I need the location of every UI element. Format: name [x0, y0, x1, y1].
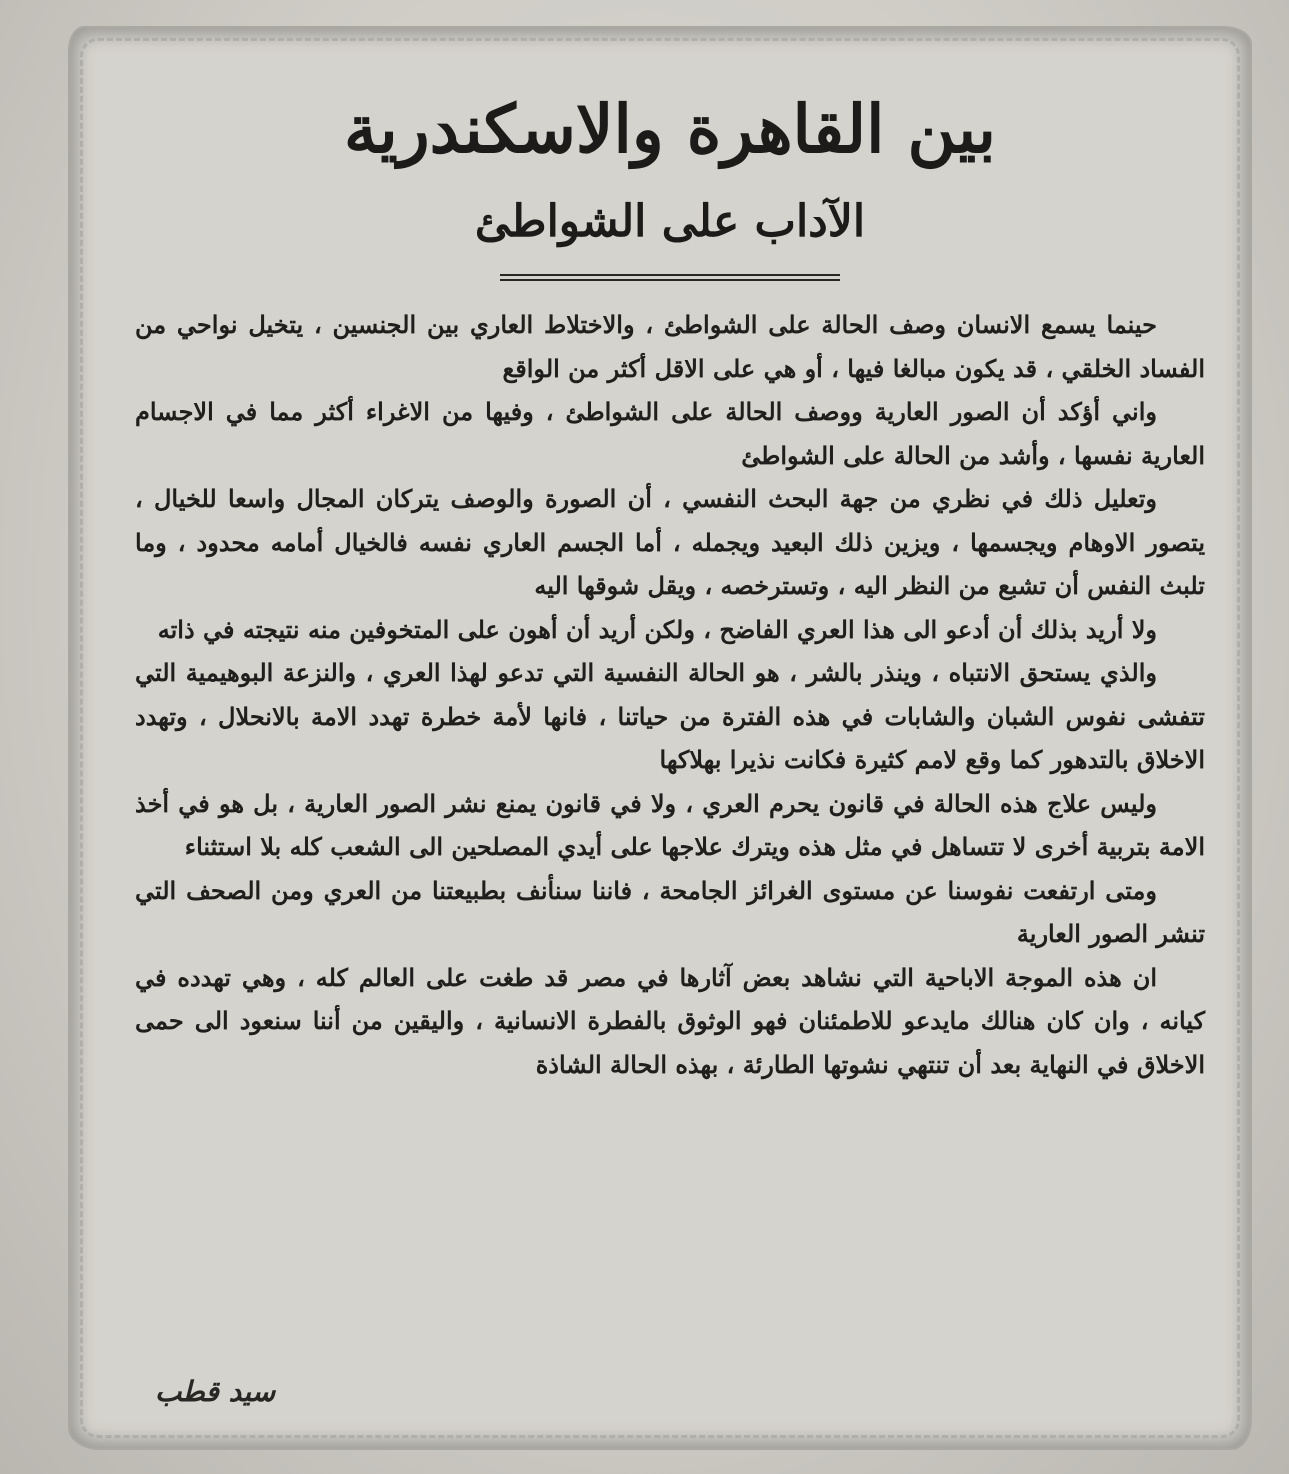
- title-divider: [500, 274, 840, 281]
- article-paragraph: واني أؤكد أن الصور العارية ووصف الحالة على الشواطئ ، وفيها من الاغراء أكثر مما في الاجسام العارية نفسها ، وأشد من الحالة على الشواطئ: [135, 397, 1205, 470]
- article-paragraph: وليس علاج هذه الحالة في قانون يحرم العري ، ولا في قانون يمنع نشر الصور العارية ، بل هو في أخذ الامة بتربية أخرى لا تتساهل في مثل هذه ويترك علاجها على أيدي المصلحين الى الشعب كله بلا استثناء: [135, 788, 1205, 861]
- article-subheadline: الآداب على الشواطئ: [474, 196, 866, 247]
- article-paragraph: وتعليل ذلك في نظري من جهة البحث النفسي ، أن الصورة والوصف يتركان المجال واسعا للخيال ، يتصور الاوهام ويجسمها ، ويزين ذلك البعيد ويجمله ، أما الجسم العاري نفسه فالخيال أمامه محدود ، وما تلبث النفس أن تشبع من النظر اليه ، وتسترخصه ، ويقل شوقها اليه: [135, 484, 1205, 600]
- article-paragraph: ان هذه الموجة الاباحية التي نشاهد بعض آثارها في مصر قد طغت على العالم كله ، وهي تهدده في كيانه ، وان كان هنالك مايدعو للاطمئنان فهو الوثوق بالفطرة الانسانية ، واليقين من أننا سنعود الى حمى الاخلاق في النهاية بعد أن تنتهي نشوتها الطارئة ، بهذه الحالة الشاذة: [135, 962, 1206, 1079]
- article-headline: بين القاهرة والاسكندرية: [343, 90, 996, 168]
- newspaper-clipping: [70, 28, 1250, 1448]
- article-paragraph: ومتى ارتفعت نفوسنا عن مستوى الغرائز الجامحة ، فاننا سنأنف بطبيعتنا من العري ومن الصحف التي تنشر الصور العارية: [135, 875, 1205, 948]
- article-paragraph: والذي يستحق الانتباه ، وينذر بالشر ، هو الحالة النفسية التي تدعو لهذا العري ، والنزعة البوهيمية التي تتفشى نفوس الشبان والشابات في هذه الفترة من حياتنا ، فانها لأمة خطرة تهدد الامة بالانحلال ، وتهدد الاخلاق بالتدهور كما وقع لامم كثيرة فكانت نذيرا بهلاكها: [135, 658, 1205, 774]
- author-signature: سيد قطب: [155, 1375, 276, 1408]
- article-body: [135, 303, 1205, 1086]
- article-paragraph: حينما يسمع الانسان وصف الحالة على الشواطئ ، والاختلاط العاري بين الجنسين ، يتخيل نواحي من الفساد الخلقي ، قد يكون مبالغا فيها ، أو هي على الاقل أكثر من الواقع: [135, 310, 1205, 383]
- article-paragraph: ولا أريد بذلك أن أدعو الى هذا العري الفاضح ، ولكن أريد أن أهون على المتخوفين منه نتيجته في ذاته: [157, 614, 1157, 644]
- article: [135, 68, 1205, 1428]
